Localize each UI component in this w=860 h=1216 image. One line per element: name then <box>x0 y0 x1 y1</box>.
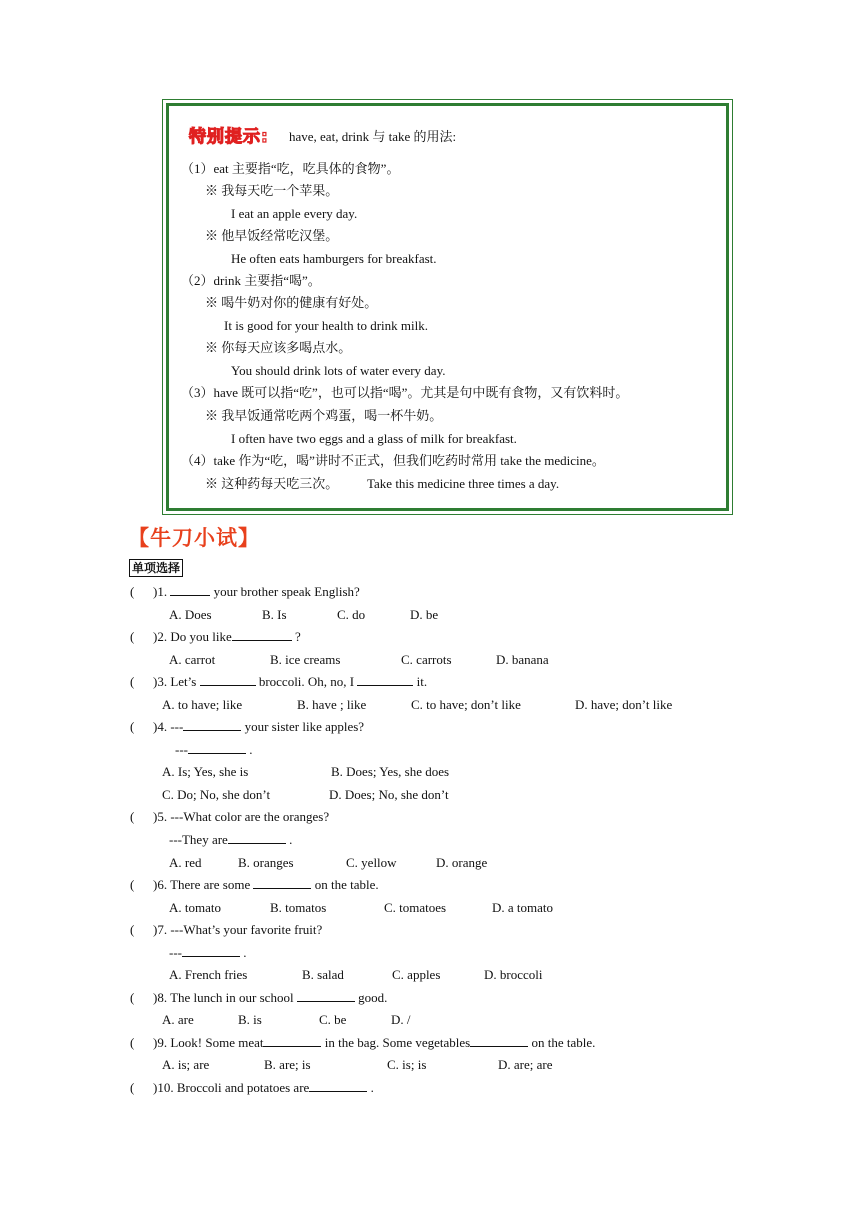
option-a[interactable]: A. Does <box>169 607 212 622</box>
answer-paren[interactable]: ( <box>130 922 135 937</box>
option-c[interactable]: C. tomatoes <box>384 900 447 915</box>
question-7-answer: --- . <box>169 945 247 960</box>
option-a[interactable]: A. carrot <box>169 652 216 667</box>
section-title: 【牛刀小试】 <box>128 526 260 550</box>
tip-line: （2）drink 主要指“喝”。 <box>181 273 321 288</box>
option-a[interactable]: A. Is; Yes, she is <box>162 764 249 779</box>
tip-box <box>166 103 729 511</box>
option-b[interactable]: B. Is <box>262 607 287 622</box>
option-a[interactable]: A. are <box>162 1012 194 1027</box>
option-c[interactable]: C. yellow <box>346 855 397 870</box>
question-7: )7. ---What’s your favorite fruit? <box>153 922 323 937</box>
option-b[interactable]: B. oranges <box>238 855 294 870</box>
option-a[interactable]: A. French fries <box>169 967 248 982</box>
option-d[interactable]: D. a tomato <box>492 900 554 915</box>
tip-line: （4）take 作为“吃，喝”讲时不正式，但我们吃药时常用 take the medicine。 <box>181 453 605 468</box>
tip-title: 特别提示: <box>189 127 269 147</box>
option-a[interactable]: A. red <box>169 855 202 870</box>
option-b[interactable]: B. have ; like <box>297 697 367 712</box>
answer-paren[interactable]: ( <box>130 990 135 1005</box>
option-c[interactable]: C. be <box>319 1012 347 1027</box>
answer-paren[interactable]: ( <box>130 584 135 599</box>
tip-line: ※ 你每天应该多喝点水。 <box>205 340 352 355</box>
single-choice-badge: 单项选择 <box>129 559 183 577</box>
option-c[interactable]: C. do <box>337 607 366 622</box>
question-9: )9. Look! Some meat in the bag. Some vegetables on the table. <box>153 1035 596 1050</box>
question-5: )5. ---What color are the oranges? <box>153 809 330 824</box>
option-c[interactable]: C. apples <box>392 967 441 982</box>
option-d[interactable]: D. orange <box>436 855 488 870</box>
option-d[interactable]: D. be <box>410 607 439 622</box>
tip-line: ※ 喝牛奶对你的健康有好处。 <box>205 295 378 310</box>
option-d[interactable]: D. broccoli <box>484 967 543 982</box>
tip-intro: have, eat, drink 与 take 的用法: <box>289 129 457 144</box>
option-c[interactable]: C. is; is <box>387 1057 427 1072</box>
question-4-answer: --- . <box>175 742 253 757</box>
answer-paren[interactable]: ( <box>130 1035 135 1050</box>
answer-paren[interactable]: ( <box>130 629 135 644</box>
answer-paren[interactable]: ( <box>130 1080 135 1095</box>
tip-line: Take this medicine three times a day. <box>367 476 560 491</box>
tip-line: （3）have 既可以指“吃”，也可以指“喝”。尤其是句中既有食物，又有饮料时。 <box>181 385 629 400</box>
question-8: )8. The lunch in our school good. <box>153 990 388 1005</box>
tip-line: He often eats hamburgers for breakfast. <box>231 251 437 266</box>
question-2: )2. Do you like ? <box>153 629 301 644</box>
option-c[interactable]: C. to have; don’t like <box>411 697 521 712</box>
answer-paren[interactable]: ( <box>130 877 135 892</box>
answer-paren[interactable]: ( <box>130 809 135 824</box>
option-b[interactable]: B. ice creams <box>270 652 341 667</box>
tip-line: I often have two eggs and a glass of milk for breakfast. <box>231 431 517 446</box>
question-3: )3. Let’s broccoli. Oh, no, I it. <box>153 674 428 689</box>
option-a[interactable]: A. is; are <box>162 1057 210 1072</box>
option-d[interactable]: D. are; are <box>498 1057 553 1072</box>
option-b[interactable]: B. is <box>238 1012 262 1027</box>
tip-line: You should drink lots of water every day. <box>231 363 446 378</box>
option-a[interactable]: A. tomato <box>169 900 221 915</box>
option-c[interactable]: C. carrots <box>401 652 452 667</box>
option-c[interactable]: C. Do; No, she don’t <box>162 787 271 802</box>
question-4: )4. --- your sister like apples? <box>153 719 365 734</box>
question-6: )6. There are some on the table. <box>153 877 379 892</box>
tip-line: ※ 我早饭通常吃两个鸡蛋，喝一杯牛奶。 <box>205 408 443 423</box>
option-d[interactable]: D. Does; No, she don’t <box>329 787 449 802</box>
answer-paren[interactable]: ( <box>130 674 135 689</box>
tip-line: ※ 我每天吃一个苹果。 <box>205 183 339 198</box>
tip-line: （1）eat 主要指“吃，吃具体的食物”。 <box>181 161 400 176</box>
option-b[interactable]: B. salad <box>302 967 344 982</box>
option-b[interactable]: B. are; is <box>264 1057 311 1072</box>
question-10: )10. Broccoli and potatoes are . <box>153 1080 374 1095</box>
tip-line: It is good for your health to drink milk. <box>224 318 429 333</box>
question-1: )1. your brother speak English? <box>153 584 360 599</box>
option-b[interactable]: B. tomatos <box>270 900 327 915</box>
option-a[interactable]: A. to have; like <box>162 697 243 712</box>
option-d[interactable]: D. banana <box>496 652 549 667</box>
tip-line: I eat an apple every day. <box>231 206 358 221</box>
tip-line: ※ 他早饭经常吃汉堡。 <box>205 228 339 243</box>
tip-line: ※ 这种药每天吃三次。 <box>205 476 339 491</box>
option-d[interactable]: D. / <box>391 1012 411 1027</box>
answer-paren[interactable]: ( <box>130 719 135 734</box>
question-5-answer: ---They are . <box>169 832 293 847</box>
option-d[interactable]: D. have; don’t like <box>575 697 673 712</box>
option-b[interactable]: B. Does; Yes, she does <box>331 764 450 779</box>
